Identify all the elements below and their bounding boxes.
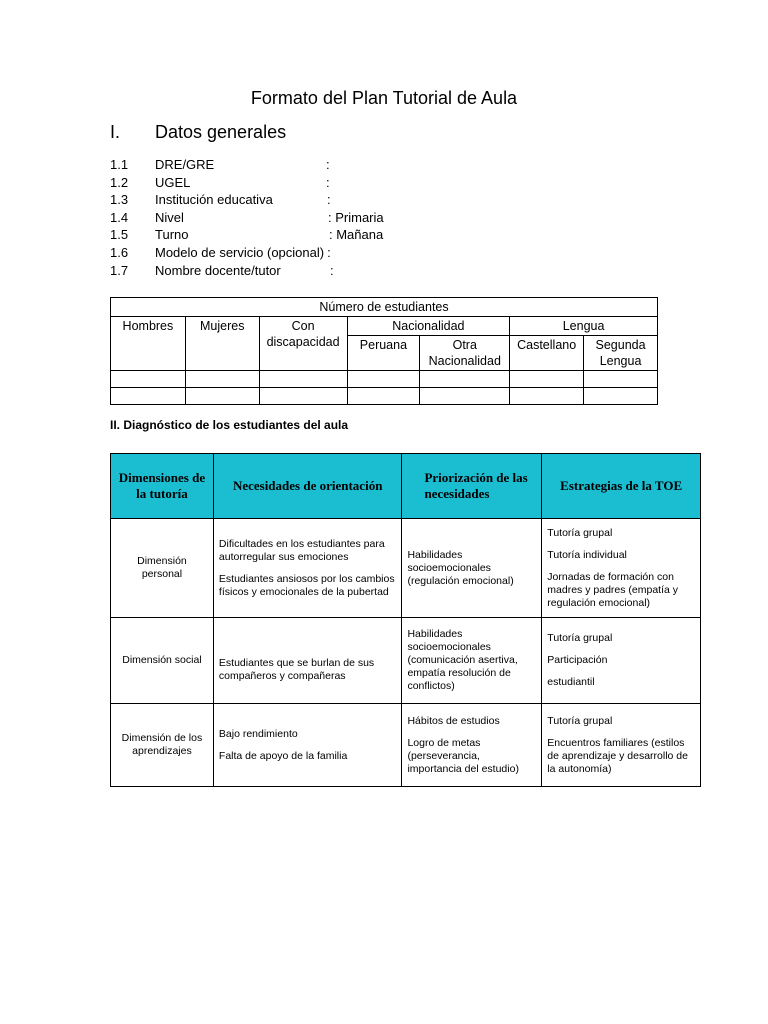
general-data-item [110,209,384,227]
general-data-list [110,156,384,279]
table-row [111,704,701,787]
table-cell[interactable] [185,388,259,405]
need-item: Dificultades en los estudiantes para autorregular sus emociones [218,537,385,563]
item-value: : [326,174,330,190]
dimension-cell: Dimensión de los aprendizajes [111,704,214,787]
priority-item: Habilidades socioemocionales (comunicación asertiva, empatía resolución de conflictos) [407,628,518,692]
item-label: Nombre docente/tutor [155,262,281,278]
item-label: Modelo de servicio (opcional) [155,244,325,260]
item-number: 1.7 [110,262,129,278]
strategy-item: estudiantil [547,676,595,688]
need-item: Falta de apoyo de la familia [218,749,348,762]
table-row [111,519,701,618]
need-item: Estudiantes que se burlan de sus compañeros y compañeras [218,657,375,682]
priority-cell [402,704,542,787]
column-mujeres: Mujeres [185,317,259,371]
table-cell[interactable] [420,371,510,388]
strategy-item: Tutoría individual [547,548,627,561]
general-data-item [110,156,331,174]
priority-item: Habilidades socioemocionales (regulación emocional) [407,548,514,587]
strategy-item: Participación [547,654,608,666]
needs-cell [213,519,402,618]
table-row [111,371,658,388]
page-title: Formato del Plan Tutorial de Aula [250,88,518,108]
general-data-item [110,191,331,209]
table-cell[interactable] [111,371,186,388]
table-cell[interactable] [347,388,420,405]
priority-cell [402,618,542,704]
item-number: 1.6 [110,244,129,260]
section-heading-general [110,122,286,143]
strategy-cell [542,519,701,618]
column-hombres: Hombres [111,317,186,371]
section-heading-diagnosis: II. Diagnóstico de los estudiantes del aula [110,418,349,432]
column-segunda-lengua: Segunda Lengua [584,336,658,371]
column-peruana: Peruana [347,336,420,371]
table-cell[interactable] [347,371,420,388]
dimension-cell: Dimensión personal [111,519,214,618]
priority-item: Logro de metas (perseverancia, importancia del estudio) [407,736,519,775]
item-number: 1.1 [110,157,129,172]
item-value: : Primaria [328,209,384,225]
need-item: Bajo rendimiento [218,727,298,740]
column-nacionalidad: Nacionalidad [347,317,510,336]
column-con-discapacidad: Con discapacidad [259,317,347,371]
item-label: Nivel [155,209,184,225]
section-title: Datos generales [155,122,287,142]
strategy-item: Tutoría grupal [547,526,613,539]
table-cell[interactable] [510,388,584,405]
item-label: Turno [155,227,189,243]
needs-cell [213,618,402,704]
table-cell[interactable] [185,371,259,388]
students-count-header: Número de estudiantes [111,298,658,317]
general-data-item [110,226,384,244]
table-cell[interactable] [259,371,347,388]
dimension-cell: Dimensión social [111,618,214,704]
item-number: 1.2 [110,174,129,190]
table-row [111,388,658,405]
needs-cell [213,704,402,787]
header-priorizacion: Priorización de las necesidades [402,454,542,519]
need-item: Estudiantes ansiosos por los cambios físicos y emocionales de la pubertad [218,572,395,598]
strategy-item: Encuentros familiares (estilos de aprendizaje y desarrollo de la autonomía) [547,736,688,775]
table-cell[interactable] [259,388,347,405]
item-label: Institución educativa [155,192,273,208]
strategy-item: Tutoría grupal [547,714,613,727]
section-number: I. [110,122,121,142]
students-table [110,297,658,405]
item-number: 1.3 [110,192,129,208]
item-value: : [330,262,334,278]
column-castellano: Castellano [510,336,584,371]
item-value: : [327,244,331,260]
item-value: : Mañana [329,227,384,243]
item-label: UGEL [155,174,191,190]
item-value: : [326,157,330,172]
general-data-item [110,174,331,192]
table-row [111,618,701,704]
header-estrategias: Estrategias de la TOE [542,454,701,519]
table-cell[interactable] [510,371,584,388]
strategy-cell [542,618,701,704]
column-otra-nacionalidad: Otra Nacionalidad [420,336,510,371]
priority-cell [402,519,542,618]
item-number: 1.4 [110,209,129,225]
table-cell[interactable] [111,388,186,405]
header-necesidades: Necesidades de orientación [213,454,402,519]
column-lengua: Lengua [510,317,658,336]
strategy-item: Tutoría grupal [547,632,613,644]
table-cell[interactable] [584,388,658,405]
diagnosis-table [110,453,701,787]
priority-item: Hábitos de estudios [407,714,500,727]
item-value: : [327,192,331,208]
strategy-cell [542,704,701,787]
item-label: DRE/GRE [155,157,215,172]
general-data-item [110,262,334,280]
header-dimensiones: Dimensiones de la tutoría [111,454,214,519]
table-cell[interactable] [420,388,510,405]
item-number: 1.5 [110,227,129,243]
strategy-item: Jornadas de formación con madres y padres (empatía y regulación emocional) [547,570,679,609]
general-data-item [110,244,331,262]
table-cell[interactable] [584,371,658,388]
